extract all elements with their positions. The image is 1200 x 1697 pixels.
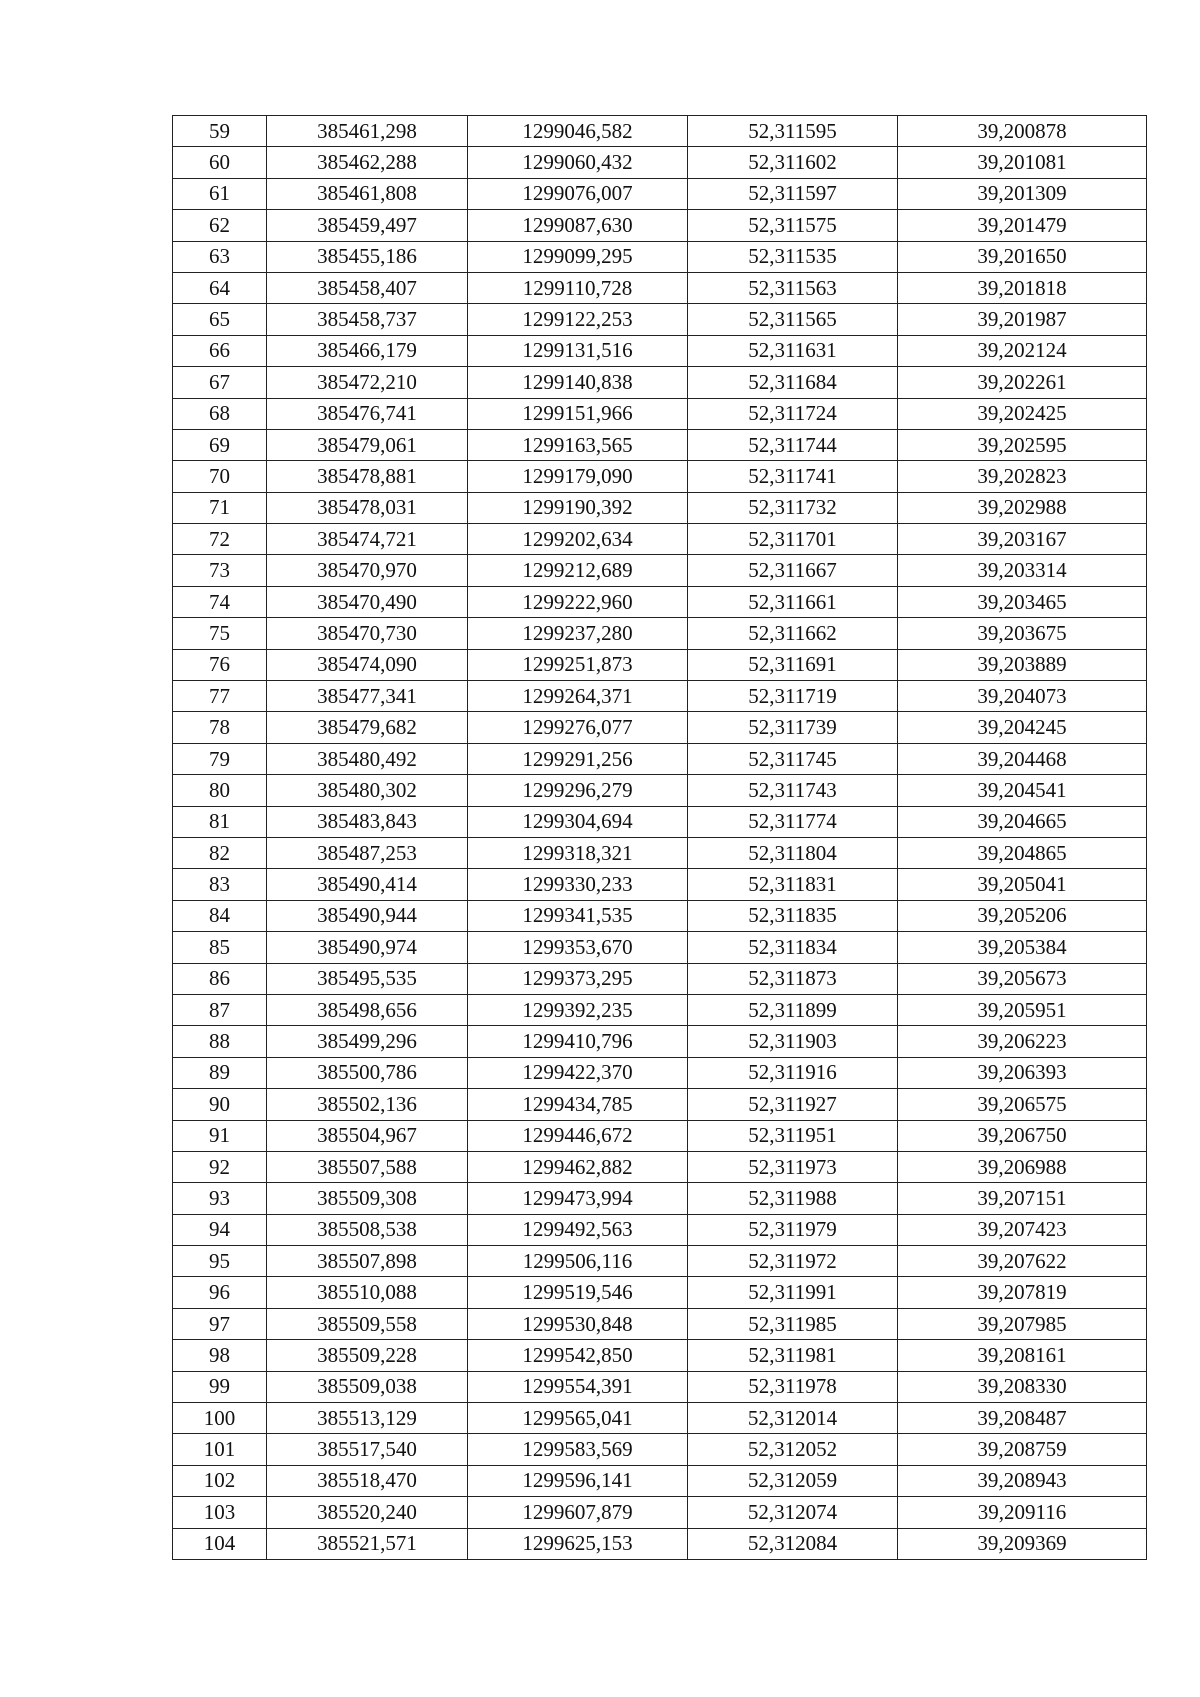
point-number-cell: 81 <box>173 806 267 837</box>
point-number-cell: 68 <box>173 398 267 429</box>
y-coordinate-cell: 1299151,966 <box>468 398 688 429</box>
y-coordinate-cell: 1299251,873 <box>468 649 688 680</box>
y-coordinate-cell: 1299330,233 <box>468 869 688 900</box>
point-number-cell: 90 <box>173 1089 267 1120</box>
longitude-cell: 39,201081 <box>898 147 1147 178</box>
x-coordinate-cell: 385518,470 <box>267 1465 468 1496</box>
point-number-cell: 85 <box>173 932 267 963</box>
longitude-cell: 39,202988 <box>898 492 1147 523</box>
longitude-cell: 39,206750 <box>898 1120 1147 1151</box>
point-number-cell: 95 <box>173 1246 267 1277</box>
point-number-cell: 84 <box>173 900 267 931</box>
y-coordinate-cell: 1299222,960 <box>468 586 688 617</box>
longitude-cell: 39,204073 <box>898 681 1147 712</box>
table-row <box>173 712 1147 743</box>
latitude-cell: 52,311565 <box>688 304 898 335</box>
latitude-cell: 52,311597 <box>688 178 898 209</box>
longitude-cell: 39,209116 <box>898 1497 1147 1528</box>
x-coordinate-cell: 385472,210 <box>267 367 468 398</box>
table-row <box>173 837 1147 868</box>
latitude-cell: 52,311595 <box>688 116 898 147</box>
longitude-cell: 39,202595 <box>898 429 1147 460</box>
longitude-cell: 39,205041 <box>898 869 1147 900</box>
longitude-cell: 39,204468 <box>898 743 1147 774</box>
point-number-cell: 83 <box>173 869 267 900</box>
x-coordinate-cell: 385510,088 <box>267 1277 468 1308</box>
y-coordinate-cell: 1299446,672 <box>468 1120 688 1151</box>
x-coordinate-cell: 385458,407 <box>267 272 468 303</box>
table-row <box>173 116 1147 147</box>
y-coordinate-cell: 1299087,630 <box>468 210 688 241</box>
latitude-cell: 52,312074 <box>688 1497 898 1528</box>
table-row <box>173 555 1147 586</box>
table-row <box>173 1057 1147 1088</box>
x-coordinate-cell: 385509,038 <box>267 1371 468 1402</box>
longitude-cell: 39,200878 <box>898 116 1147 147</box>
latitude-cell: 52,311631 <box>688 335 898 366</box>
point-number-cell: 64 <box>173 272 267 303</box>
table-row <box>173 492 1147 523</box>
latitude-cell: 52,311741 <box>688 461 898 492</box>
latitude-cell: 52,311662 <box>688 618 898 649</box>
longitude-cell: 39,208161 <box>898 1340 1147 1371</box>
x-coordinate-cell: 385487,253 <box>267 837 468 868</box>
table-row <box>173 1403 1147 1434</box>
longitude-cell: 39,207622 <box>898 1246 1147 1277</box>
table-row <box>173 304 1147 335</box>
x-coordinate-cell: 385462,288 <box>267 147 468 178</box>
latitude-cell: 52,312052 <box>688 1434 898 1465</box>
table-row <box>173 1371 1147 1402</box>
longitude-cell: 39,208330 <box>898 1371 1147 1402</box>
table-row <box>173 398 1147 429</box>
table-row <box>173 178 1147 209</box>
longitude-cell: 39,206988 <box>898 1151 1147 1182</box>
point-number-cell: 76 <box>173 649 267 680</box>
point-number-cell: 82 <box>173 837 267 868</box>
table-row <box>173 429 1147 460</box>
point-number-cell: 69 <box>173 429 267 460</box>
point-number-cell: 60 <box>173 147 267 178</box>
x-coordinate-cell: 385470,730 <box>267 618 468 649</box>
point-number-cell: 101 <box>173 1434 267 1465</box>
point-number-cell: 63 <box>173 241 267 272</box>
y-coordinate-cell: 1299296,279 <box>468 775 688 806</box>
latitude-cell: 52,311834 <box>688 932 898 963</box>
latitude-cell: 52,311979 <box>688 1214 898 1245</box>
x-coordinate-cell: 385498,656 <box>267 994 468 1025</box>
longitude-cell: 39,208943 <box>898 1465 1147 1496</box>
longitude-cell: 39,203314 <box>898 555 1147 586</box>
y-coordinate-cell: 1299462,882 <box>468 1151 688 1182</box>
point-number-cell: 93 <box>173 1183 267 1214</box>
point-number-cell: 66 <box>173 335 267 366</box>
table-row <box>173 335 1147 366</box>
y-coordinate-cell: 1299122,253 <box>468 304 688 335</box>
y-coordinate-cell: 1299304,694 <box>468 806 688 837</box>
latitude-cell: 52,311985 <box>688 1308 898 1339</box>
x-coordinate-cell: 385480,492 <box>267 743 468 774</box>
y-coordinate-cell: 1299046,582 <box>468 116 688 147</box>
table-row <box>173 241 1147 272</box>
table-row <box>173 681 1147 712</box>
point-number-cell: 98 <box>173 1340 267 1371</box>
table-row <box>173 618 1147 649</box>
x-coordinate-cell: 385509,308 <box>267 1183 468 1214</box>
latitude-cell: 52,311804 <box>688 837 898 868</box>
latitude-cell: 52,311535 <box>688 241 898 272</box>
y-coordinate-cell: 1299110,728 <box>468 272 688 303</box>
latitude-cell: 52,312014 <box>688 1403 898 1434</box>
y-coordinate-cell: 1299131,516 <box>468 335 688 366</box>
y-coordinate-cell: 1299625,153 <box>468 1528 688 1559</box>
latitude-cell: 52,311873 <box>688 963 898 994</box>
latitude-cell: 52,311602 <box>688 147 898 178</box>
table-row <box>173 963 1147 994</box>
x-coordinate-cell: 385509,228 <box>267 1340 468 1371</box>
latitude-cell: 52,311661 <box>688 586 898 617</box>
table-row <box>173 1120 1147 1151</box>
x-coordinate-cell: 385461,298 <box>267 116 468 147</box>
table-row <box>173 1246 1147 1277</box>
x-coordinate-cell: 385502,136 <box>267 1089 468 1120</box>
point-number-cell: 104 <box>173 1528 267 1559</box>
longitude-cell: 39,206393 <box>898 1057 1147 1088</box>
longitude-cell: 39,204245 <box>898 712 1147 743</box>
point-number-cell: 88 <box>173 1026 267 1057</box>
y-coordinate-cell: 1299353,670 <box>468 932 688 963</box>
table-row <box>173 461 1147 492</box>
x-coordinate-cell: 385500,786 <box>267 1057 468 1088</box>
longitude-cell: 39,207423 <box>898 1214 1147 1245</box>
latitude-cell: 52,311684 <box>688 367 898 398</box>
x-coordinate-cell: 385520,240 <box>267 1497 468 1528</box>
y-coordinate-cell: 1299410,796 <box>468 1026 688 1057</box>
x-coordinate-cell: 385466,179 <box>267 335 468 366</box>
longitude-cell: 39,203675 <box>898 618 1147 649</box>
longitude-cell: 39,207985 <box>898 1308 1147 1339</box>
y-coordinate-cell: 1299542,850 <box>468 1340 688 1371</box>
x-coordinate-cell: 385470,490 <box>267 586 468 617</box>
point-number-cell: 91 <box>173 1120 267 1151</box>
table-row <box>173 1434 1147 1465</box>
table-row <box>173 900 1147 931</box>
table-row <box>173 210 1147 241</box>
longitude-cell: 39,201650 <box>898 241 1147 272</box>
table-row <box>173 1308 1147 1339</box>
table-row <box>173 806 1147 837</box>
latitude-cell: 52,312059 <box>688 1465 898 1496</box>
longitude-cell: 39,207819 <box>898 1277 1147 1308</box>
latitude-cell: 52,312084 <box>688 1528 898 1559</box>
longitude-cell: 39,205206 <box>898 900 1147 931</box>
latitude-cell: 52,311744 <box>688 429 898 460</box>
x-coordinate-cell: 385474,721 <box>267 524 468 555</box>
y-coordinate-cell: 1299492,563 <box>468 1214 688 1245</box>
point-number-cell: 87 <box>173 994 267 1025</box>
table-row <box>173 1183 1147 1214</box>
latitude-cell: 52,311743 <box>688 775 898 806</box>
table-row <box>173 524 1147 555</box>
longitude-cell: 39,203465 <box>898 586 1147 617</box>
point-number-cell: 100 <box>173 1403 267 1434</box>
x-coordinate-cell: 385507,588 <box>267 1151 468 1182</box>
longitude-cell: 39,202823 <box>898 461 1147 492</box>
longitude-cell: 39,205951 <box>898 994 1147 1025</box>
latitude-cell: 52,311667 <box>688 555 898 586</box>
y-coordinate-cell: 1299554,391 <box>468 1371 688 1402</box>
table-row <box>173 1026 1147 1057</box>
x-coordinate-cell: 385509,558 <box>267 1308 468 1339</box>
y-coordinate-cell: 1299583,569 <box>468 1434 688 1465</box>
longitude-cell: 39,206223 <box>898 1026 1147 1057</box>
y-coordinate-cell: 1299341,535 <box>468 900 688 931</box>
point-number-cell: 61 <box>173 178 267 209</box>
longitude-cell: 39,202425 <box>898 398 1147 429</box>
y-coordinate-cell: 1299373,295 <box>468 963 688 994</box>
y-coordinate-cell: 1299519,546 <box>468 1277 688 1308</box>
table-row <box>173 586 1147 617</box>
y-coordinate-cell: 1299565,041 <box>468 1403 688 1434</box>
longitude-cell: 39,202124 <box>898 335 1147 366</box>
x-coordinate-cell: 385490,414 <box>267 869 468 900</box>
x-coordinate-cell: 385495,535 <box>267 963 468 994</box>
point-number-cell: 89 <box>173 1057 267 1088</box>
longitude-cell: 39,204665 <box>898 806 1147 837</box>
point-number-cell: 78 <box>173 712 267 743</box>
point-number-cell: 72 <box>173 524 267 555</box>
latitude-cell: 52,311916 <box>688 1057 898 1088</box>
latitude-cell: 52,311701 <box>688 524 898 555</box>
latitude-cell: 52,311835 <box>688 900 898 931</box>
y-coordinate-cell: 1299506,116 <box>468 1246 688 1277</box>
latitude-cell: 52,311927 <box>688 1089 898 1120</box>
y-coordinate-cell: 1299596,141 <box>468 1465 688 1496</box>
longitude-cell: 39,205384 <box>898 932 1147 963</box>
table-row <box>173 743 1147 774</box>
y-coordinate-cell: 1299291,256 <box>468 743 688 774</box>
latitude-cell: 52,311691 <box>688 649 898 680</box>
longitude-cell: 39,208759 <box>898 1434 1147 1465</box>
point-number-cell: 77 <box>173 681 267 712</box>
longitude-cell: 39,205673 <box>898 963 1147 994</box>
x-coordinate-cell: 385459,497 <box>267 210 468 241</box>
longitude-cell: 39,209369 <box>898 1528 1147 1559</box>
latitude-cell: 52,311988 <box>688 1183 898 1214</box>
x-coordinate-cell: 385513,129 <box>267 1403 468 1434</box>
longitude-cell: 39,201818 <box>898 272 1147 303</box>
y-coordinate-cell: 1299099,295 <box>468 241 688 272</box>
latitude-cell: 52,311903 <box>688 1026 898 1057</box>
x-coordinate-cell: 385490,974 <box>267 932 468 963</box>
table-row <box>173 932 1147 963</box>
x-coordinate-cell: 385507,898 <box>267 1246 468 1277</box>
y-coordinate-cell: 1299202,634 <box>468 524 688 555</box>
latitude-cell: 52,311563 <box>688 272 898 303</box>
longitude-cell: 39,207151 <box>898 1183 1147 1214</box>
point-number-cell: 79 <box>173 743 267 774</box>
point-number-cell: 59 <box>173 116 267 147</box>
table-row <box>173 147 1147 178</box>
table-row <box>173 1089 1147 1120</box>
point-number-cell: 92 <box>173 1151 267 1182</box>
point-number-cell: 65 <box>173 304 267 335</box>
point-number-cell: 62 <box>173 210 267 241</box>
latitude-cell: 52,311745 <box>688 743 898 774</box>
table-row <box>173 1528 1147 1559</box>
coordinates-table-body <box>173 116 1147 1560</box>
y-coordinate-cell: 1299318,321 <box>468 837 688 868</box>
latitude-cell: 52,311724 <box>688 398 898 429</box>
point-number-cell: 70 <box>173 461 267 492</box>
x-coordinate-cell: 385477,341 <box>267 681 468 712</box>
table-row <box>173 994 1147 1025</box>
longitude-cell: 39,204865 <box>898 837 1147 868</box>
latitude-cell: 52,311774 <box>688 806 898 837</box>
latitude-cell: 52,311719 <box>688 681 898 712</box>
latitude-cell: 52,311732 <box>688 492 898 523</box>
x-coordinate-cell: 385499,296 <box>267 1026 468 1057</box>
table-row <box>173 1465 1147 1496</box>
y-coordinate-cell: 1299179,090 <box>468 461 688 492</box>
latitude-cell: 52,311978 <box>688 1371 898 1402</box>
table-row <box>173 649 1147 680</box>
latitude-cell: 52,311951 <box>688 1120 898 1151</box>
table-row <box>173 1497 1147 1528</box>
latitude-cell: 52,311899 <box>688 994 898 1025</box>
x-coordinate-cell: 385478,881 <box>267 461 468 492</box>
table-row <box>173 1340 1147 1371</box>
point-number-cell: 103 <box>173 1497 267 1528</box>
x-coordinate-cell: 385461,808 <box>267 178 468 209</box>
point-number-cell: 99 <box>173 1371 267 1402</box>
latitude-cell: 52,311972 <box>688 1246 898 1277</box>
y-coordinate-cell: 1299140,838 <box>468 367 688 398</box>
y-coordinate-cell: 1299163,565 <box>468 429 688 460</box>
latitude-cell: 52,311973 <box>688 1151 898 1182</box>
latitude-cell: 52,311831 <box>688 869 898 900</box>
y-coordinate-cell: 1299237,280 <box>468 618 688 649</box>
point-number-cell: 67 <box>173 367 267 398</box>
x-coordinate-cell: 385479,061 <box>267 429 468 460</box>
y-coordinate-cell: 1299434,785 <box>468 1089 688 1120</box>
latitude-cell: 52,311981 <box>688 1340 898 1371</box>
point-number-cell: 73 <box>173 555 267 586</box>
table-row <box>173 367 1147 398</box>
x-coordinate-cell: 385476,741 <box>267 398 468 429</box>
longitude-cell: 39,201309 <box>898 178 1147 209</box>
y-coordinate-cell: 1299473,994 <box>468 1183 688 1214</box>
x-coordinate-cell: 385504,967 <box>267 1120 468 1151</box>
x-coordinate-cell: 385470,970 <box>267 555 468 586</box>
longitude-cell: 39,203167 <box>898 524 1147 555</box>
longitude-cell: 39,202261 <box>898 367 1147 398</box>
coordinates-table <box>172 115 1147 1560</box>
x-coordinate-cell: 385483,843 <box>267 806 468 837</box>
point-number-cell: 96 <box>173 1277 267 1308</box>
longitude-cell: 39,206575 <box>898 1089 1147 1120</box>
table-row <box>173 1151 1147 1182</box>
x-coordinate-cell: 385490,944 <box>267 900 468 931</box>
point-number-cell: 97 <box>173 1308 267 1339</box>
x-coordinate-cell: 385455,186 <box>267 241 468 272</box>
point-number-cell: 102 <box>173 1465 267 1496</box>
y-coordinate-cell: 1299212,689 <box>468 555 688 586</box>
x-coordinate-cell: 385521,571 <box>267 1528 468 1559</box>
y-coordinate-cell: 1299076,007 <box>468 178 688 209</box>
latitude-cell: 52,311739 <box>688 712 898 743</box>
point-number-cell: 74 <box>173 586 267 617</box>
longitude-cell: 39,201479 <box>898 210 1147 241</box>
y-coordinate-cell: 1299607,879 <box>468 1497 688 1528</box>
longitude-cell: 39,201987 <box>898 304 1147 335</box>
y-coordinate-cell: 1299276,077 <box>468 712 688 743</box>
x-coordinate-cell: 385458,737 <box>267 304 468 335</box>
table-row <box>173 272 1147 303</box>
y-coordinate-cell: 1299422,370 <box>468 1057 688 1088</box>
point-number-cell: 86 <box>173 963 267 994</box>
point-number-cell: 94 <box>173 1214 267 1245</box>
x-coordinate-cell: 385508,538 <box>267 1214 468 1245</box>
latitude-cell: 52,311575 <box>688 210 898 241</box>
point-number-cell: 71 <box>173 492 267 523</box>
y-coordinate-cell: 1299392,235 <box>468 994 688 1025</box>
x-coordinate-cell: 385474,090 <box>267 649 468 680</box>
x-coordinate-cell: 385479,682 <box>267 712 468 743</box>
table-row <box>173 869 1147 900</box>
point-number-cell: 80 <box>173 775 267 806</box>
table-row <box>173 775 1147 806</box>
longitude-cell: 39,208487 <box>898 1403 1147 1434</box>
latitude-cell: 52,311991 <box>688 1277 898 1308</box>
y-coordinate-cell: 1299530,848 <box>468 1308 688 1339</box>
y-coordinate-cell: 1299190,392 <box>468 492 688 523</box>
longitude-cell: 39,204541 <box>898 775 1147 806</box>
x-coordinate-cell: 385478,031 <box>267 492 468 523</box>
table-row <box>173 1214 1147 1245</box>
table-row <box>173 1277 1147 1308</box>
x-coordinate-cell: 385480,302 <box>267 775 468 806</box>
x-coordinate-cell: 385517,540 <box>267 1434 468 1465</box>
point-number-cell: 75 <box>173 618 267 649</box>
y-coordinate-cell: 1299264,371 <box>468 681 688 712</box>
longitude-cell: 39,203889 <box>898 649 1147 680</box>
y-coordinate-cell: 1299060,432 <box>468 147 688 178</box>
